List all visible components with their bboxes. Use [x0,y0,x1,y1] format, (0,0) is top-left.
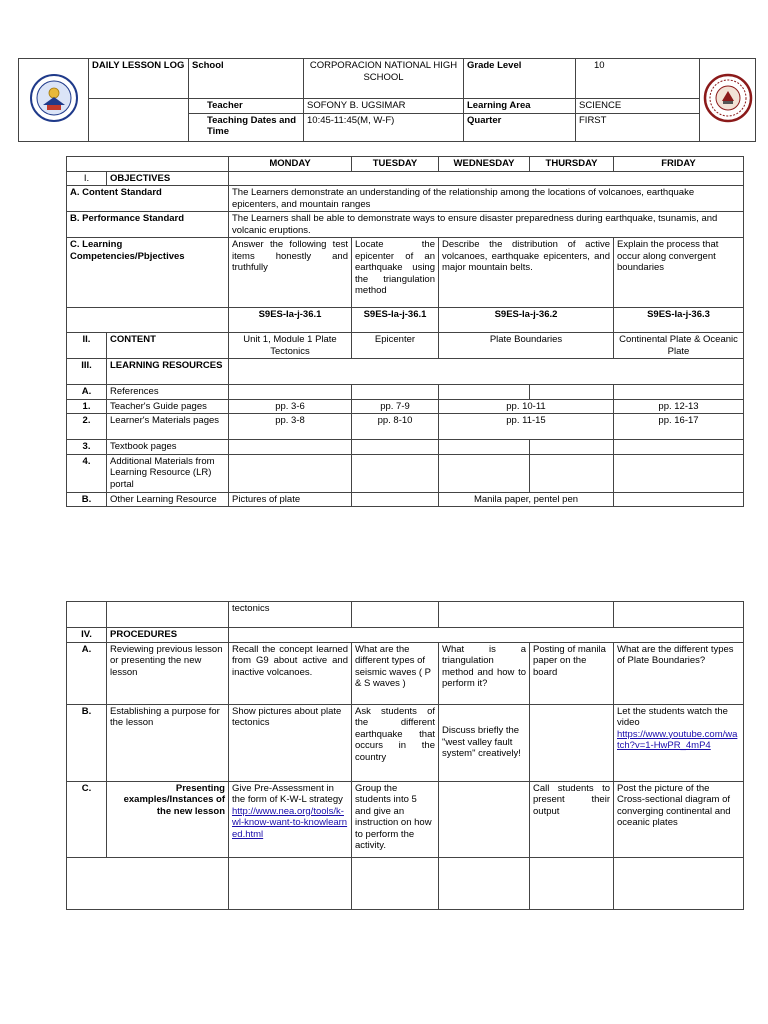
day-friday: FRIDAY [614,157,744,172]
school-seal-icon [703,73,753,123]
code-blank [67,308,229,333]
tg-num: 1. [67,399,107,414]
dates-value: 10:45-11:45(M, W-F) [304,113,464,141]
examples-thursday: Call students to present their output [530,781,614,857]
blank-cell [107,602,229,628]
tg-monday: pp. 3-6 [229,399,352,414]
other-resource-wedthu: Manila paper, pentel pen [439,492,614,507]
blank-cell [614,454,744,492]
header-table [18,58,756,142]
examples-monday [229,781,352,857]
blank-cell [352,454,439,492]
day-tuesday: TUESDAY [352,157,439,172]
blank-cell [530,704,614,781]
references-num: A. [67,385,107,400]
blank-cell [229,454,352,492]
blank-cell [352,602,439,628]
purpose-tuesday: Ask students of the different earthquake that occurs in the country [352,704,439,781]
content-standard-label: A. Content Standard [67,186,229,212]
lr-portal-label: Additional Materials from Learning Resource (LR) portal [107,454,229,492]
lesson-table [66,156,744,507]
school-value: CORPORACION NATIONAL HIGH SCHOOL [304,59,464,99]
blank-cell [352,440,439,455]
content-tuesday: Epicenter [352,333,439,359]
objectives-blank [229,171,744,186]
content-friday: Continental Plate & Oceanic Plate [614,333,744,359]
procedures-blank [229,628,744,643]
blank-cell [439,857,530,909]
school-label: School [189,59,304,99]
blank-cell [439,781,530,857]
competency-friday: Explain the process that occur along convergent boundaries [614,238,744,308]
day-monday: MONDAY [229,157,352,172]
corner-cell [67,157,229,172]
review-label: Reviewing previous lesson or presenting the new lesson [107,642,229,704]
lm-monday: pp. 3-8 [229,414,352,440]
examples-friday: Post the picture of the Cross-sectional diagram of converging continental and oceanic plates [614,781,744,857]
content-monday: Unit 1, Module 1 Plate Tectonics [229,333,352,359]
lm-tuesday: pp. 8-10 [352,414,439,440]
blank-cell [229,385,352,400]
purpose-friday-text: Let the students watch the video [617,705,728,728]
procedures-num: IV. [67,628,107,643]
blank-cell [229,857,352,909]
other-resource-num: B. [67,492,107,507]
blank-cell [67,602,107,628]
blank-cell [614,492,744,507]
objectives-num: I. [67,171,107,186]
resources-label: LEARNING RESOURCES [107,359,229,385]
blank-cell [439,454,530,492]
blank-cell [530,385,614,400]
other-resource-monday-cont: tectonics [229,602,352,628]
blank-cell [89,99,189,114]
purpose-label: Establishing a purpose for the lesson [107,704,229,781]
area-value: SCIENCE [576,99,700,114]
review-wednesday: What is a triangulation method and how to perform it? [439,642,530,704]
review-thursday: Posting of manila paper on the board [530,642,614,704]
day-thursday: THURSDAY [530,157,614,172]
content-num: II. [67,333,107,359]
lm-friday: pp. 16-17 [614,414,744,440]
blank-cell [614,440,744,455]
tg-tuesday: pp. 7-9 [352,399,439,414]
area-label: Learning Area [464,99,576,114]
resources-num: III. [67,359,107,385]
other-resource-label: Other Learning Resource [107,492,229,507]
competency-label: C. Learning Competencies/Pbjectives [67,238,229,308]
performance-standard-text: The Learners shall be able to demonstrate ways to ensure disaster preparedness during earthquake, tsunamis, and volcanic eruptions. [229,212,744,238]
blank-cell [614,385,744,400]
grade-label: Grade Level [464,59,576,99]
purpose-wednesday: Discuss briefly the "west valley fault system" creatively! [439,704,530,781]
competency-monday: Answer the following test items honestly and truthfully [229,238,352,308]
competency-tuesday: Locate the epicenter of an earthquake using the triangulation method [352,238,439,308]
blank-cell [352,385,439,400]
blank-cell [614,602,744,628]
lesson-table-continued [66,601,744,910]
blank-cell [614,857,744,909]
code-tuesday: S9ES-Ia-j-36.1 [352,308,439,333]
content-standard-text: The Learners demonstrate an understanding of the relationship among the locations of volcanoes, earthquake epicenters, and mountain ranges [229,186,744,212]
code-friday: S9ES-Ia-j-36.3 [614,308,744,333]
grade-value: 10 [576,59,700,99]
dll-title: DAILY LESSON LOG [89,59,189,99]
procedures-label: PROCEDURES [107,628,229,643]
other-resource-monday: Pictures of plate [229,492,352,507]
textbook-num: 3. [67,440,107,455]
purpose-friday [614,704,744,781]
code-monday: S9ES-Ia-j-36.1 [229,308,352,333]
review-tuesday: What are the different types of seismic waves ( P & S waves ) [352,642,439,704]
blank-cell [89,113,189,141]
competency-wedthu: Describe the distribution of active volcanoes, earthquake epicenters, and major mountain belts. [439,238,614,308]
examples-label: Presenting examples/Instances of the new lesson [107,781,229,857]
content-label: CONTENT [107,333,229,359]
blank-cell [530,857,614,909]
tg-friday: pp. 12-13 [614,399,744,414]
blank-cell [439,440,530,455]
quarter-value: FIRST [576,113,700,141]
blank-cell [530,440,614,455]
blank-cell [439,602,614,628]
lr-portal-num: 4. [67,454,107,492]
code-wedthu: S9ES-Ia-j-36.2 [439,308,614,333]
kwl-strategy-link[interactable]: http://www.nea.org/tools/k-wl-know-want-to-knowlearned.html [232,805,348,840]
lm-wedthu: pp. 11-15 [439,414,614,440]
purpose-monday: Show pictures about plate tectonics [229,704,352,781]
school-seal-cell [700,59,756,142]
blank-cell [530,454,614,492]
references-label: References [107,385,229,400]
purpose-num: B. [67,704,107,781]
tg-wedthu: pp. 10-11 [439,399,614,414]
dates-label: Teaching Dates and Time [189,113,304,141]
examples-num: C. [67,781,107,857]
objectives-label: OBJECTIVES [107,171,229,186]
blank-cell [439,385,530,400]
review-friday: What are the different types of Plate Boundaries? [614,642,744,704]
blank-cell [352,857,439,909]
performance-standard-label: B. Performance Standard [67,212,229,238]
blank-cell [67,857,229,909]
youtube-video-link[interactable]: https://www.youtube.com/watch?v=1-HwPR_4mP4 [617,728,738,751]
day-wednesday: WEDNESDAY [439,157,530,172]
review-monday: Recall the concept learned from G9 about active and inactive volcanoes. [229,642,352,704]
tg-label: Teacher's Guide pages [107,399,229,414]
teacher-label: Teacher [189,99,304,114]
teacher-value: SOFONY B. UGSIMAR [304,99,464,114]
blank-cell [229,440,352,455]
blank-cell [352,492,439,507]
examples-tuesday: Group the students into 5 and give an instruction on how to perform the activity. [352,781,439,857]
content-wedthu: Plate Boundaries [439,333,614,359]
quarter-label: Quarter [464,113,576,141]
deped-seal-icon [29,73,79,123]
examples-monday-text: Give Pre-Assessment in the form of K-W-L strategy [232,782,343,805]
lm-num: 2. [67,414,107,440]
resources-blank [229,359,744,385]
review-num: A. [67,642,107,704]
lm-label: Learner's Materials pages [107,414,229,440]
textbook-label: Textbook pages [107,440,229,455]
deped-seal-cell [19,59,89,142]
